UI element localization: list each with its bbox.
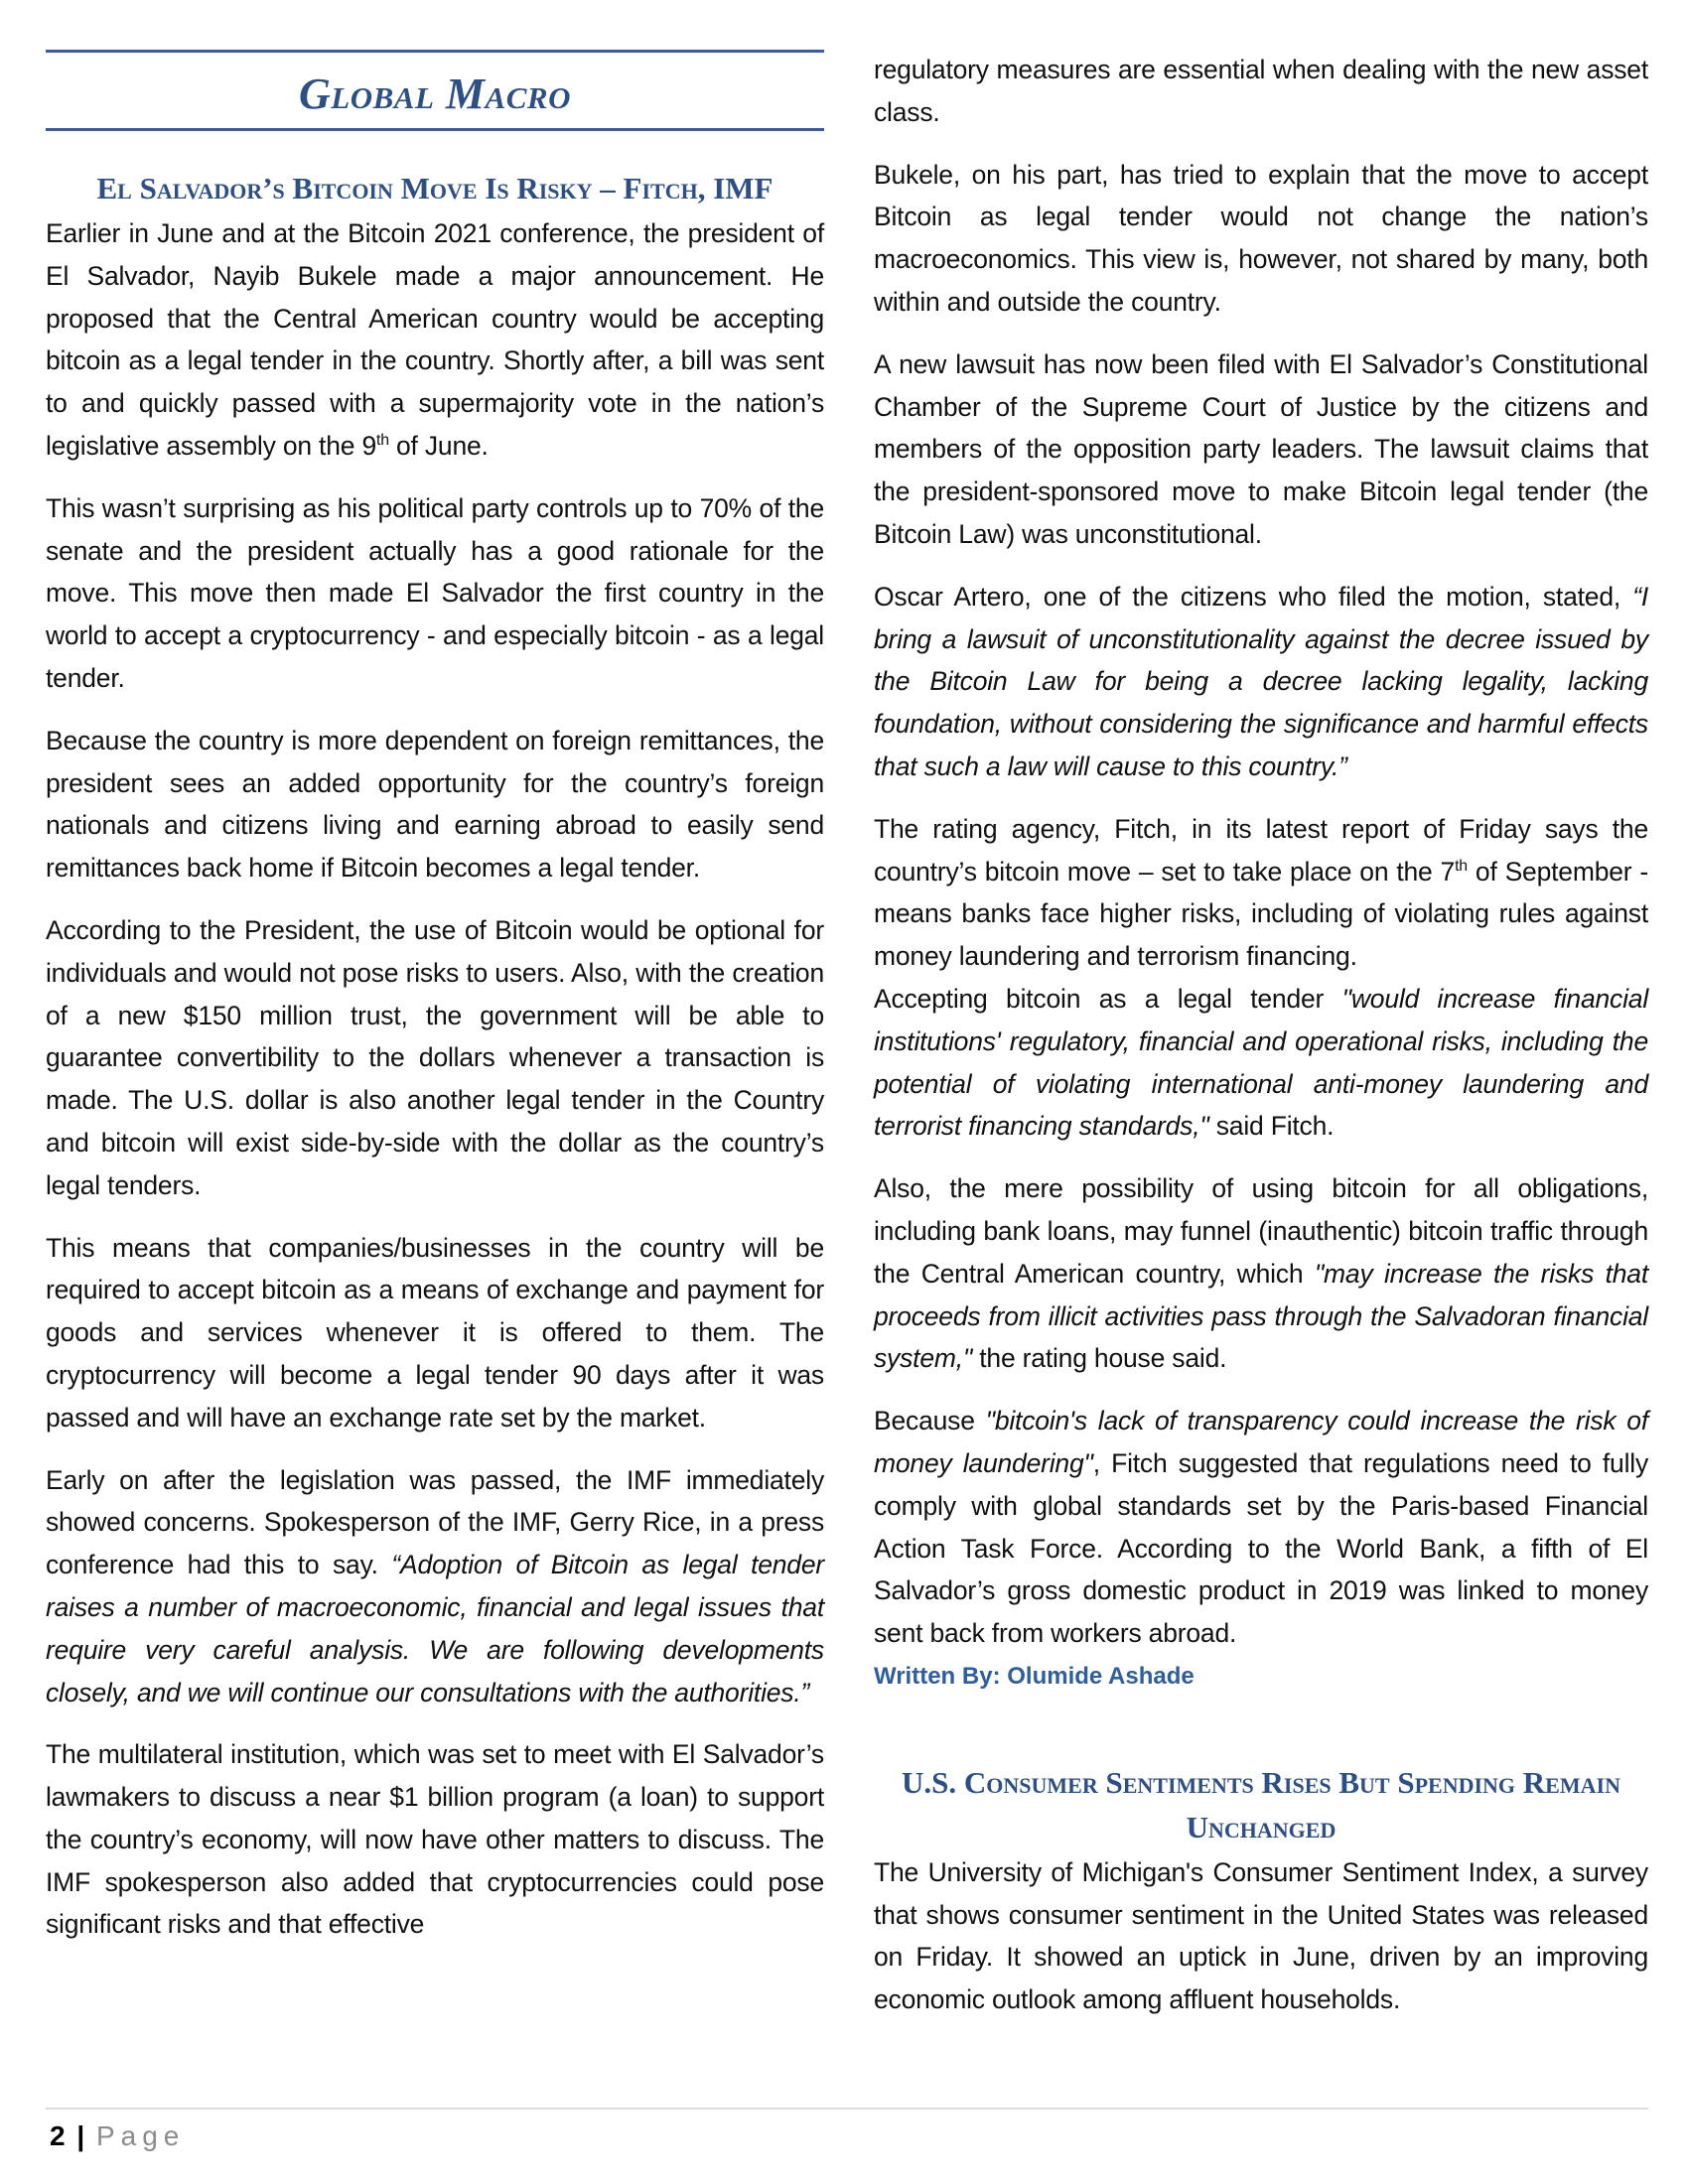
page-footer: [50, 2116, 185, 2156]
ordinal-suffix: th: [376, 432, 389, 450]
footer-rule: [46, 2108, 1648, 2110]
paragraph-text: Because: [874, 1406, 986, 1436]
paragraph-text: said Fitch.: [1208, 1111, 1335, 1142]
paragraph-text: A new lawsuit has now been filed with El Salvador’s Constitutional Chamber of the Supreme Court of Justice by the citizens and members of the opposition party leaders. The lawsuit claims that the president-sponsored move to make Bitcoin legal tender (the Bitcoin Law) was unconstitutional.: [874, 348, 1648, 549]
paragraph: [874, 49, 1648, 134]
quote-text: "would increase financial institutions' regulatory, financial and operational risks, including the potential of violating international anti-money laundering and terrorist financing standards,": [874, 983, 1649, 1142]
paragraph: [46, 487, 824, 700]
paragraph-text: Because the country is more dependent on foreign remittances, the president sees an added opportunity for the country’s foreign nationals and citizens living and earning abroad to easily send remittances back home if Bitcoin becomes a legal tender.: [46, 725, 824, 884]
article-byline: Written By: Olumide Ashade: [874, 1662, 1195, 1690]
paragraph-text: The rating agency, Fitch, in its latest report of Friday says the country’s bitcoin move – set to take place on the 7: [874, 813, 1648, 887]
paragraph: [874, 154, 1648, 324]
paragraph: [874, 343, 1648, 556]
paragraph-text: Early on after the legislation was passed, the IMF immediately showed concerns. Spokesperson of the IMF, Gerry Rice, in a press conference had this to say.: [46, 1464, 824, 1580]
paragraph-text: The University of Michigan's Consumer Sentiment Index, a survey that shows consumer sentiment in the United States was released on Friday. It showed an uptick in June, driven by an improving economic outlook among affluent households.: [874, 1856, 1648, 2015]
paragraph: [874, 576, 1648, 788]
paragraph: [874, 1851, 1648, 2021]
paragraph-text: This means that companies/businesses in the country will be required to accept bitcoin as a means of exchange and payment for goods and services whenever it is offered to them. The cryptocurrency will become a legal tender 90 days after it was passed and will have an exchange rate set by the market.: [46, 1232, 824, 1433]
paragraph: [46, 1227, 824, 1439]
footer-separator: |: [76, 2120, 85, 2151]
quote-text: "may increase the risks that proceeds from illicit activities pass through the Salvadoran financial system,": [874, 1258, 1648, 1374]
article2-body: [874, 1851, 1648, 2021]
section-bottom-rule: [46, 128, 824, 131]
paragraph-text: Bukele, on his part, has tried to explain that the move to accept Bitcoin as legal tender would not change the nation’s macroeconomics. This view is, however, not shared by many, both within and outside the country.: [874, 159, 1648, 317]
paragraph: [46, 909, 824, 1207]
section-title: Global Macro: [299, 69, 571, 118]
paragraph: [46, 212, 824, 468]
ordinal-suffix: th: [1455, 857, 1468, 875]
right-column: [874, 0, 1648, 2041]
quote-text: “I bring a lawsuit of unconstitutionality against the decree issued by the Bitcoin Law for being a decree lacking legality, lacking foundation, without considering the significance and harmful effects that such a law will cause to this country.”: [874, 581, 1648, 781]
paragraph: [874, 1400, 1648, 1655]
quote-text: "bitcoin's lack of transparency could increase the risk of money laundering": [874, 1406, 1649, 1478]
article-body-left: [46, 212, 824, 1946]
paragraph: [46, 720, 824, 889]
page-number: 2: [50, 2120, 66, 2151]
paragraph: [46, 1733, 824, 1946]
paragraph-text: According to the President, the use of Bitcoin would be optional for individuals and would not pose risks to users. Also, with the creation of a new $150 million trust, the government will be able to guarantee convertibility to the dollars whenever a transaction is made. The U.S. dollar is also another legal tender in the Country and bitcoin will exist side-by-side with the dollar as the country’s legal tenders.: [46, 914, 824, 1200]
paragraph-text: Earlier in June and at the Bitcoin 2021 conference, the president of El Salvador, Nayib Bukele made a major announcement. He proposed that the Central American country would be accepting bitcoin as a legal tender in the country. Shortly after, a bill was sent to and quickly passed with a supermajority vote in the nation’s legislative assembly on the 9: [46, 218, 824, 461]
paragraph-text: This wasn’t surprising as his political party controls up to 70% of the senate and the president actually has a good rationale for the move. This move then made El Salvador the first country in the world to accept a cryptocurrency - and especially bitcoin - as a legal tender.: [46, 492, 824, 693]
paragraph-text: Oscar Artero, one of the citizens who filed the motion, stated,: [874, 581, 1633, 612]
page-label: Page: [95, 2120, 186, 2151]
article-headline: El Salvador’s Bitcoin Move Is Risky – Fitch, IMF: [96, 171, 774, 205]
article2-headline: U.S. Consumer Sentiments Rises But Spending Remain Unchanged: [902, 1764, 1620, 1844]
article-body-right: [874, 49, 1648, 1655]
paragraph-text: of June.: [388, 430, 489, 461]
paragraph-text: the rating house said.: [972, 1343, 1227, 1374]
section-top-rule: [46, 50, 824, 53]
paragraph: [46, 1459, 824, 1714]
paragraph: [874, 808, 1648, 978]
paragraph-text: of September - means banks face higher risks, including of violating rules against money laundering and terrorism financing.: [874, 856, 1648, 972]
paragraph-text: , Fitch suggested that regulations need to fully comply with global standards set by the Paris-based Financial Action Task Force. According to the World Bank, a fifth of El Salvador’s gross domestic product in 2019 was linked to money sent back from workers abroad.: [874, 1447, 1648, 1649]
paragraph-text: regulatory measures are essential when dealing with the new asset class.: [874, 55, 1648, 127]
paragraph-text: Also, the mere possibility of using bitcoin for all obligations, including bank loans, may funnel (inauthentic) bitcoin traffic through the Central American country, which: [874, 1173, 1648, 1289]
paragraph: [874, 1167, 1648, 1380]
paragraph-text: Accepting bitcoin as a legal tender: [874, 983, 1342, 1014]
paragraph-text: The multilateral institution, which was set to meet with El Salvador’s lawmakers to discuss a near $1 billion program (a loan) to support the country’s economy, will now have other matters to discuss. The IMF spokesperson also added that cryptocurrencies could pose significant risks and that effective: [46, 1739, 824, 1940]
paragraph: [874, 978, 1648, 1148]
quote-text: “Adoption of Bitcoin as legal tender raises a number of macroeconomic, financial and legal issues that require very careful analysis. We are following developments closely, and we will continue our consultations with the authorities.”: [46, 1550, 825, 1707]
left-column: [46, 0, 824, 1966]
